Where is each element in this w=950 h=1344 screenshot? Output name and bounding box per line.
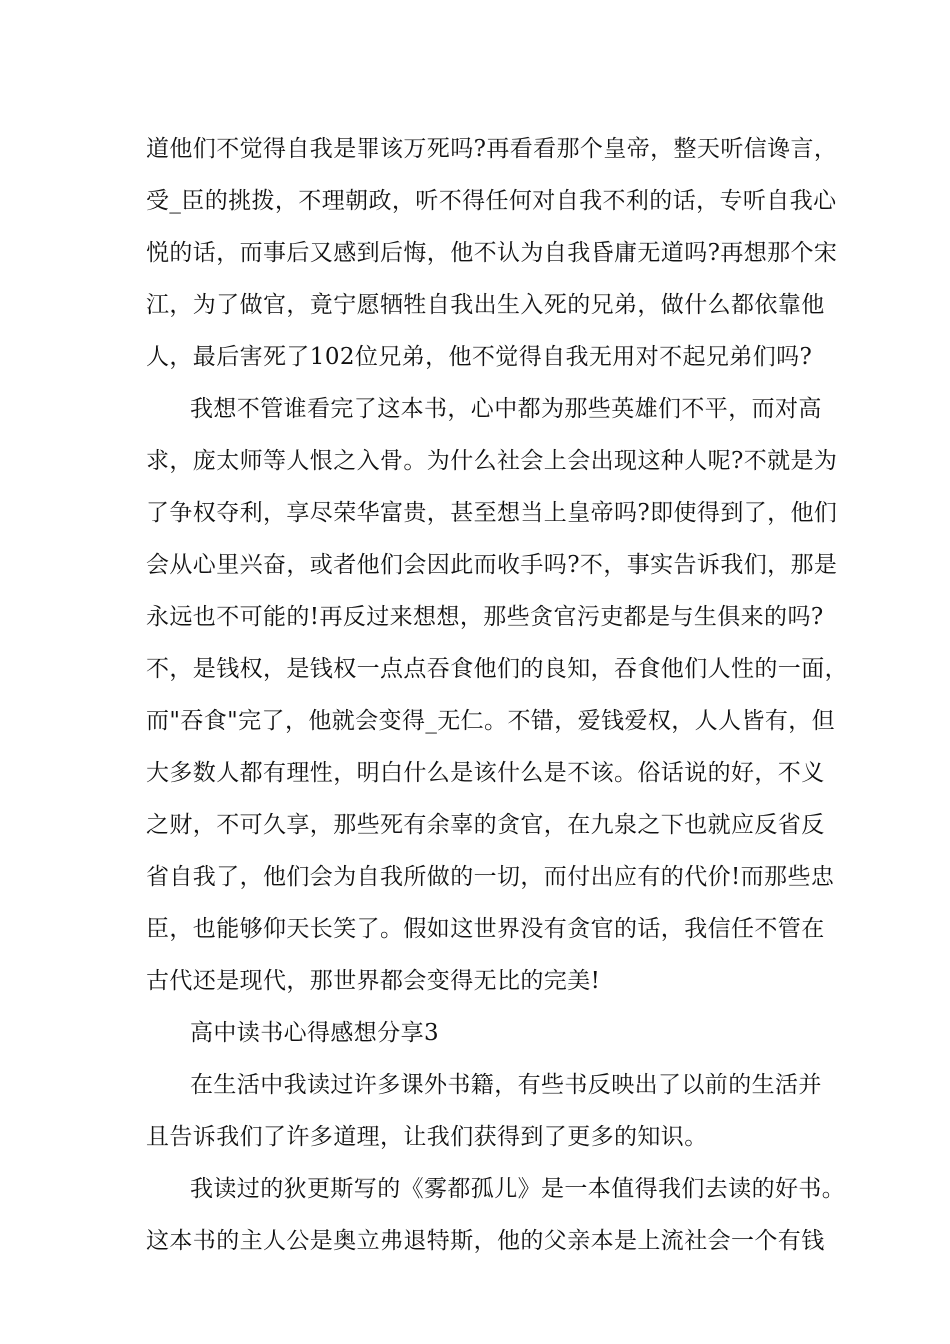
text-line: 省自我了，他们会为自我所做的一切，而付出应有的代价!而那些忠 [146,864,835,890]
text-line: 江，为了做官，竟宁愿牺牲自我出生入死的兄弟，做什么都依靠他 [146,292,825,318]
paragraph-start-line: 在生活中我读过许多课外书籍，有些书反映出了以前的生活并 [190,1072,822,1098]
text-line: 古代还是现代，那世界都会变得无比的完美! [146,968,601,994]
text-line: 且告诉我们了许多道理，让我们获得到了更多的知识。 [146,1124,708,1150]
text-line: 道他们不觉得自我是罪该万死吗?再看看那个皇帝，整天听信谗言， [146,136,838,162]
text-line: 大多数人都有理性，明白什么是该什么是不该。俗话说的好，不义 [146,760,825,786]
text-line: 受_臣的挑拨，不理朝政，听不得任何对自我不利的话，专听自我心 [146,188,837,214]
text-line: 人，最后害死了102位兄弟，他不觉得自我无用对不起兄弟们吗? [146,344,813,370]
text-line: 永远也不可能的!再反过来想想，那些贪官污吏都是与生俱来的吗? [146,604,824,630]
text-line: 求，庞太师等人恨之入骨。为什么社会上会出现这种人呢?不就是为 [146,448,838,474]
text-line: 会从心里兴奋，或者他们会因此而收手吗?不，事实告诉我们，那是 [146,552,838,578]
text-line: 这本书的主人公是奥立弗退特斯，他的父亲本是上流社会一个有钱 [146,1228,825,1254]
paragraph-start-line: 我读过的狄更斯写的《雾都孤儿》是一本值得我们去读的好书。 [190,1176,846,1202]
text-line: 不，是钱权，是钱权一点点吞食他们的良知，吞食他们人性的一面， [146,656,848,682]
section-heading: 高中读书心得感想分享3 [190,1020,440,1046]
text-line: 之财，不可久享，那些死有余辜的贪官，在九泉之下也就应反省反 [146,812,825,838]
text-line: 了争权夺利，享尽荣华富贵，甚至想当上皇帝吗?即使得到了，他们 [146,500,838,526]
text-line: 悦的话，而事后又感到后悔，他不认为自我昏庸无道吗?再想那个宋 [146,240,838,266]
text-line: 臣，也能够仰天长笑了。假如这世界没有贪官的话，我信任不管在 [146,916,825,942]
text-line: 而"吞食"完了，他就会变得_无仁。不错，爱钱爱权，人人皆有，但 [146,708,836,734]
paragraph-start-line: 我想不管谁看完了这本书，心中都为那些英雄们不平，而对高 [190,396,822,422]
